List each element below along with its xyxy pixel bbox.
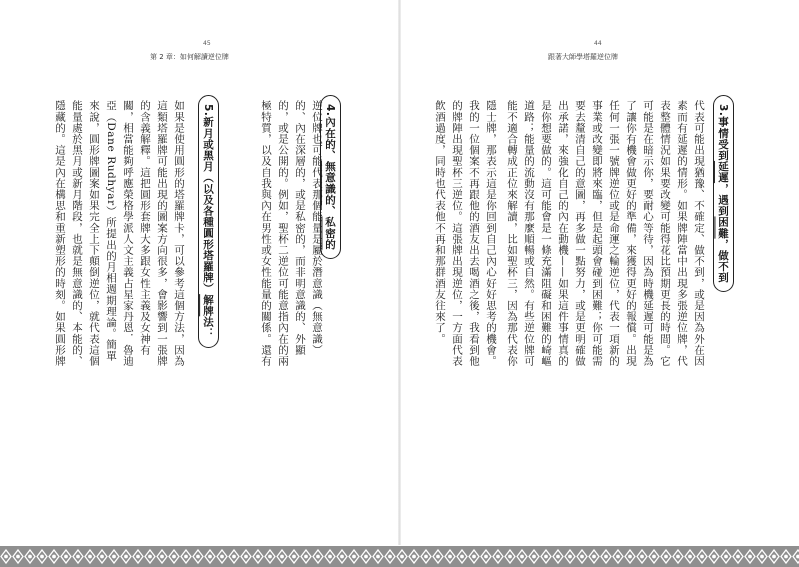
right-running-head: 跟著大師學塔羅逆位牌: [548, 53, 618, 61]
section-3-heading-suffix: ，做不到: [717, 238, 729, 284]
section-4-heading-emph2: 私密的: [324, 216, 336, 250]
footer-decorative-band: [0, 546, 799, 567]
footer-dot-motif: [713, 555, 716, 558]
footer-dot-motif: [65, 555, 68, 558]
footer-dot-motif: [425, 555, 428, 558]
footer-dot-motif: [401, 555, 404, 558]
footer-dot-motif: [377, 555, 380, 558]
footer-dot-motif: [329, 555, 332, 558]
footer-dot-motif: [389, 555, 392, 558]
footer-dot-motif: [149, 555, 152, 558]
left-page-number: 45: [203, 40, 211, 47]
footer-dot-motif: [137, 555, 140, 558]
footer-dot-motif: [185, 555, 188, 558]
footer-dot-motif: [221, 555, 224, 558]
footer-dot-motif: [53, 555, 56, 558]
footer-dot-motif: [197, 555, 200, 558]
footer-dot-motif: [701, 555, 704, 558]
footer-dot-motif: [413, 555, 416, 558]
footer-dot-motif: [209, 555, 212, 558]
section-3-heading-middle: ，遇到: [717, 183, 729, 217]
right-page-number: 44: [594, 40, 602, 47]
footer-dot-motif: [161, 555, 164, 558]
footer-dot-motif: [521, 555, 524, 558]
footer-dot-motif: [677, 555, 680, 558]
footer-dot-motif: [725, 555, 728, 558]
footer-dot-motif: [473, 555, 476, 558]
section-3-body-a: 代表可能出現猶豫、不確定、做不到，或是因為外在因素而有延遲的情形。如果牌陣當中出現多張逆位牌，代表整體情況如果要改變可能得花比預期更長的時間。它可能是在暗示你，要耐心等待，因為時機延遲可能是為了讓你有機會做更好的準備，來獲得更好的報償。出現任何一張一號牌逆位或是命運之輪逆位，代表一項新的事業或改變即將來臨，但是起頭會碰到困難；你可能需要去釐清自己的意圖，再多做一點努力，或是更明確做出承諾，來強化自己的內在動機——如果這件事情真的是你想要做的。這可能會是一條充滿阻礙和困難的崎嶇道路；能量的流動沒有那麼順暢或自然。有些逆位牌可能不適合轉成正位來解讀，比如聖杯三，因為那代表你: [506, 100, 705, 367]
footer-dot-motif: [437, 555, 440, 558]
footer-dot-motif: [485, 555, 488, 558]
footer-dot-motif: [29, 555, 32, 558]
footer-dot-motif: [617, 555, 620, 558]
footer-dot-motif: [245, 555, 248, 558]
footer-dot-motif: [257, 555, 260, 558]
footer-dot-motif: [545, 555, 548, 558]
section-3-heading-emph1: 延遲: [717, 160, 729, 184]
footer-dot-motif: [641, 555, 644, 558]
footer-dot-motif: [125, 555, 128, 558]
footer-dot-motif: [77, 555, 80, 558]
footer-dot-motif: [593, 555, 596, 558]
footer-dot-motif: [101, 555, 104, 558]
section-5-heading-suffix: 法：: [202, 316, 214, 339]
section-5-body: 如果是使用圓形的塔羅牌卡，可以參考這個方法，因為這類塔羅牌可能出現的圖案方向很多，會影響到一張牌的含義解釋。這把圓形套牌大多跟女性主義及女神有關，相當能夠呼應榮格學派人文主義占星家丹恩．魯迪亞（Dane Rudhyar）所提出的月相週期理論。簡單來說，圓形牌圖案如果完全上下顛倒逆位，就代表這個能量處於黑月或新月階段，也就是無意識的、本能的、隱藏的。這是內在構思和重新塑形的時刻。如果圓形牌: [54, 100, 185, 367]
footer-dot-motif: [173, 555, 176, 558]
footer-dot-motif: [305, 555, 308, 558]
footer-dot-motif: [341, 555, 344, 558]
footer-dot-motif: [461, 555, 464, 558]
section-5-heading-prefix: 5.新月或黑月（以及各種圓形塔羅牌）: [202, 104, 214, 295]
footer-dot-motif: [689, 555, 692, 558]
section-4-heading-middle: 、: [324, 205, 336, 217]
section-3-body-b: 隱士牌，那表示這是你回到自己內心好好思考的機會。我的一位個案不再跟他的酒友出去喝酒之後，我看到他的牌陣出現聖杯三逆位。這張牌出現逆位，一方面代表飲酒過度，同時也代表他不再和那群酒友往來了。: [434, 100, 497, 367]
footer-dot-motif: [89, 555, 92, 558]
footer-dot-motif: [785, 555, 788, 558]
footer-dot-motif: [317, 555, 320, 558]
section-3-heading-emph2: 困難: [717, 216, 729, 239]
footer-dot-motif: [269, 555, 272, 558]
footer-dot-motif: [737, 555, 740, 558]
section-4-heading-emph1: 無意識的: [324, 160, 336, 206]
footer-dot-motif: [113, 555, 116, 558]
footer-dot-motif: [605, 555, 608, 558]
section-5-heading: [198, 95, 219, 348]
footer-dot-motif: [509, 555, 512, 558]
footer-dot-motif: [233, 555, 236, 558]
footer-dot-motif: [533, 555, 536, 558]
footer-dot-motif: [581, 555, 584, 558]
right-page: [400, 0, 799, 567]
footer-dot-motif: [41, 555, 44, 558]
section-4-heading-prefix: 4.內在的、: [324, 104, 336, 161]
footer-dot-motif: [665, 555, 668, 558]
section-4-body: 逆位牌也可能代表那個能量是屬於潛意識（無意識）的、內在深層的，或是私密的，而非明意識的、外顯的，或是公開的。例如，聖杯二逆位可能意指內在的兩極特質，以及自我與內在男性或女性能量的關係。還有: [260, 100, 323, 367]
footer-dot-motif: [653, 555, 656, 558]
footer-dot-motif: [353, 555, 356, 558]
section-3-heading-prefix: 3.事情受到: [717, 104, 729, 161]
footer-dot-motif: [773, 555, 776, 558]
footer-dot-motif: [761, 555, 764, 558]
footer-dot-motif: [449, 555, 452, 558]
left-page: [0, 0, 399, 567]
footer-dot-motif: [569, 555, 572, 558]
footer-dot-motif: [17, 555, 20, 558]
footer-pattern-icon: [0, 546, 799, 567]
footer-dot-motif: [365, 555, 368, 558]
footer-dot-motif: [557, 555, 560, 558]
section-3-heading: [713, 95, 734, 292]
footer-dot-motif: [281, 555, 284, 558]
left-running-head: 第 2 章：如何解讀逆位牌: [150, 53, 229, 61]
footer-dot-motif: [629, 555, 632, 558]
footer-dot-motif: [497, 555, 500, 558]
footer-dot-motif: [293, 555, 296, 558]
footer-dot-motif: [5, 555, 8, 558]
section-5-heading-emph: 解牌: [202, 294, 214, 317]
footer-dot-motif: [749, 555, 752, 558]
